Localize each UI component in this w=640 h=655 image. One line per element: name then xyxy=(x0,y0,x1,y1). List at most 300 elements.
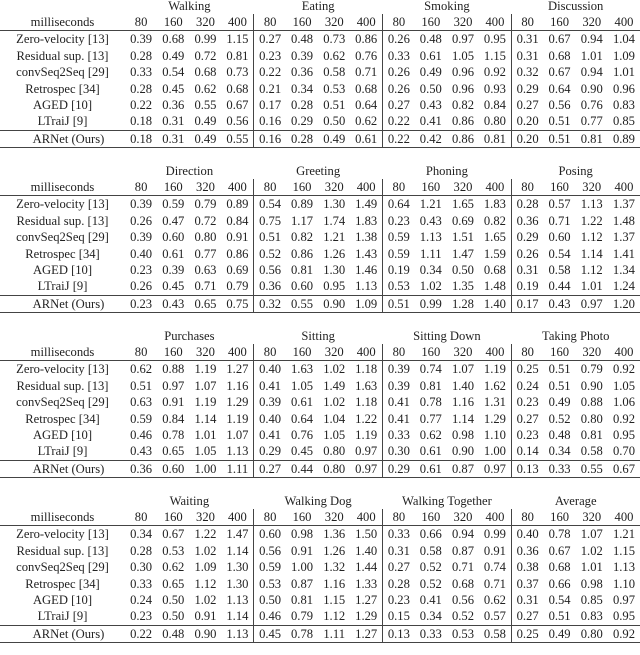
horizon-header-row xyxy=(0,344,640,361)
value-cell: 1.47 xyxy=(226,527,249,542)
value-cell: 0.81 xyxy=(226,48,249,63)
milliseconds-label: milliseconds xyxy=(0,14,125,31)
value-cell: 0.24 xyxy=(511,378,543,394)
value-cell: 0.65 xyxy=(162,444,185,459)
horizon-header: 320 xyxy=(447,509,479,526)
value-cell: 0.39 xyxy=(130,230,153,245)
horizon-header: 80 xyxy=(125,14,157,31)
activity-header: Taking Photo xyxy=(542,329,610,343)
value-cell: 0.74 xyxy=(483,560,506,575)
value-cell: 0.80 xyxy=(580,411,603,426)
value-cell: 1.29 xyxy=(483,411,506,426)
best-value-cell: 0.76 xyxy=(580,98,603,113)
value-cell: 0.96 xyxy=(451,81,475,96)
value-cell: 0.53 xyxy=(254,576,286,592)
method-name: convSeq2Seq [29] xyxy=(16,230,109,245)
value-cell: 0.43 xyxy=(130,444,153,459)
value-cell: 1.02 xyxy=(580,543,603,558)
value-cell: 0.86 xyxy=(451,114,475,129)
value-cell: 0.40 xyxy=(130,246,153,261)
method-name: LTraiJ [9] xyxy=(37,279,88,294)
value-cell: 0.28 xyxy=(130,48,153,63)
table-row xyxy=(0,48,640,64)
method-name: ARNet (Ours) xyxy=(0,625,125,642)
value-cell: 0.89 xyxy=(291,197,314,212)
value-cell: 0.23 xyxy=(511,427,543,443)
value-cell: 0.41 xyxy=(254,427,286,443)
value-cell: 0.60 xyxy=(162,230,185,245)
value-cell: 0.19 xyxy=(511,278,543,295)
activity-header: Walking Together xyxy=(401,494,492,508)
value-cell: 0.50 xyxy=(254,592,286,608)
activity-header: Sitting Down xyxy=(413,329,481,343)
value-cell: 1.44 xyxy=(355,560,378,575)
horizon-header: 160 xyxy=(415,179,447,196)
ours-row xyxy=(0,625,640,642)
value-cell: 0.75 xyxy=(222,295,254,312)
horizon-header: 320 xyxy=(318,344,350,361)
horizon-header: 160 xyxy=(286,179,318,196)
method-name: convSeq2Seq [29] xyxy=(16,65,109,80)
value-cell: 0.62 xyxy=(323,48,346,63)
value-cell: 1.26 xyxy=(323,543,346,558)
table-row xyxy=(0,526,640,543)
value-cell: 0.61 xyxy=(291,395,314,410)
best-value-cell: 1.20 xyxy=(608,295,640,312)
value-cell: 0.86 xyxy=(226,246,249,261)
table-row xyxy=(0,213,640,229)
value-cell: 0.17 xyxy=(254,97,286,113)
best-value-cell: 0.60 xyxy=(157,460,189,477)
activity-header: Walking Dog xyxy=(284,494,352,508)
value-cell: 1.50 xyxy=(355,527,378,542)
value-cell: 0.26 xyxy=(383,64,415,80)
value-cell: 1.05 xyxy=(323,428,346,443)
value-cell: 0.78 xyxy=(548,527,571,542)
value-cell: 1.12 xyxy=(580,263,603,278)
value-cell: 0.81 xyxy=(479,130,511,147)
table-block-4 xyxy=(0,493,640,643)
blank-cell xyxy=(0,163,125,179)
best-value-cell: 0.32 xyxy=(254,295,286,312)
horizon-header: 80 xyxy=(125,509,157,526)
activity-header: Posing xyxy=(558,164,593,178)
value-cell: 0.50 xyxy=(162,609,185,624)
horizon-header: 160 xyxy=(157,509,189,526)
horizon-header: 400 xyxy=(479,509,511,526)
value-cell: 0.40 xyxy=(511,526,543,543)
value-cell: 1.14 xyxy=(194,411,217,426)
value-cell: 0.71 xyxy=(194,279,217,294)
value-cell: 1.15 xyxy=(323,593,346,608)
value-cell: 1.07 xyxy=(451,362,475,377)
value-cell: 1.06 xyxy=(612,395,635,410)
value-cell: 0.99 xyxy=(483,527,506,542)
value-cell: 1.31 xyxy=(483,395,506,410)
horizon-header: 400 xyxy=(350,14,382,31)
horizon-header: 400 xyxy=(608,14,640,31)
value-cell: 0.83 xyxy=(580,609,603,624)
value-cell: 0.84 xyxy=(162,411,185,426)
value-cell: 1.02 xyxy=(194,593,217,608)
value-cell: 0.59 xyxy=(383,229,415,245)
horizon-header-row xyxy=(0,509,640,526)
value-cell: 0.38 xyxy=(511,559,543,575)
best-value-cell: 0.67 xyxy=(608,460,640,477)
value-cell: 0.62 xyxy=(483,593,506,608)
value-cell: 0.85 xyxy=(612,114,635,129)
value-cell: 0.43 xyxy=(419,98,442,113)
value-cell: 0.66 xyxy=(548,576,571,591)
value-cell: 0.39 xyxy=(254,394,286,410)
horizon-header: 160 xyxy=(157,344,189,361)
activity-header-row xyxy=(0,328,640,344)
method-name: Retrospec [34] xyxy=(25,576,100,591)
value-cell: 0.63 xyxy=(130,395,153,410)
value-cell: 0.84 xyxy=(226,213,249,228)
value-cell: 0.91 xyxy=(162,395,185,410)
value-cell: 1.12 xyxy=(194,576,217,591)
best-value-cell: 0.22 xyxy=(383,113,415,130)
value-cell: 0.67 xyxy=(548,65,571,80)
value-cell: 0.26 xyxy=(130,213,153,228)
value-cell: 0.53 xyxy=(383,278,415,295)
value-cell: 0.94 xyxy=(580,32,603,47)
results-table xyxy=(0,0,640,148)
table-row xyxy=(0,229,640,245)
table-row xyxy=(0,361,640,378)
method-name: Residual sup. [13] xyxy=(16,213,109,228)
best-value-cell: 0.57 xyxy=(483,609,506,624)
activity-header: Discussion xyxy=(548,0,604,13)
horizon-header: 80 xyxy=(254,179,286,196)
horizon-header-row xyxy=(0,14,640,31)
value-cell: 0.37 xyxy=(511,576,543,592)
value-cell: 0.61 xyxy=(162,246,185,261)
value-cell: 0.33 xyxy=(383,427,415,443)
value-cell: 0.53 xyxy=(447,625,479,642)
best-value-cell: 1.11 xyxy=(318,625,350,642)
value-cell: 0.53 xyxy=(162,543,185,558)
value-cell: 0.51 xyxy=(548,378,571,393)
value-cell: 1.21 xyxy=(323,230,346,245)
value-cell: 1.38 xyxy=(355,230,378,245)
value-cell: 1.29 xyxy=(355,609,378,624)
horizon-header: 80 xyxy=(383,14,415,31)
activity-header: Sitting xyxy=(301,329,335,343)
value-cell: 1.37 xyxy=(612,230,635,245)
value-cell: 0.94 xyxy=(580,65,603,80)
value-cell: 1.43 xyxy=(355,246,378,261)
value-cell: 1.07 xyxy=(194,378,217,393)
value-cell: 0.91 xyxy=(291,543,314,558)
horizon-header: 400 xyxy=(479,179,511,196)
method-name: Residual sup. [13] xyxy=(16,378,109,393)
value-cell: 0.60 xyxy=(291,279,314,294)
value-cell: 0.89 xyxy=(226,197,249,212)
value-cell: 1.40 xyxy=(355,543,378,558)
best-value-cell: 0.49 xyxy=(189,130,221,147)
value-cell: 1.35 xyxy=(451,279,474,294)
value-cell: 0.60 xyxy=(548,230,571,245)
value-cell: 1.18 xyxy=(355,362,378,377)
best-value-cell: 0.34 xyxy=(419,263,442,278)
value-cell: 0.23 xyxy=(511,394,543,410)
value-cell: 1.63 xyxy=(355,378,378,393)
value-cell: 1.65 xyxy=(483,230,506,245)
horizon-header: 80 xyxy=(383,509,415,526)
best-value-cell: 0.17 xyxy=(511,295,543,312)
value-cell: 0.91 xyxy=(483,543,506,558)
best-value-cell: 0.61 xyxy=(419,444,442,459)
horizon-header: 400 xyxy=(222,14,254,31)
value-cell: 0.88 xyxy=(162,362,185,377)
value-cell: 0.90 xyxy=(580,81,603,96)
value-cell: 1.62 xyxy=(483,378,506,393)
value-cell: 0.45 xyxy=(162,279,185,294)
horizon-header: 400 xyxy=(222,344,254,361)
horizon-header: 160 xyxy=(286,14,318,31)
best-value-cell: 0.55 xyxy=(286,295,318,312)
horizon-header: 160 xyxy=(415,509,447,526)
value-cell: 0.51 xyxy=(254,229,286,245)
method-name: AGED [10] xyxy=(32,263,93,278)
horizon-header: 80 xyxy=(511,509,543,526)
value-cell: 1.14 xyxy=(226,609,249,624)
horizon-header: 400 xyxy=(608,344,640,361)
method-name: Retrospec [34] xyxy=(25,246,100,261)
value-cell: 0.64 xyxy=(291,411,314,426)
value-cell: 0.32 xyxy=(511,64,543,80)
value-cell: 1.48 xyxy=(612,213,635,228)
value-cell: 0.51 xyxy=(548,362,571,377)
value-cell: 0.27 xyxy=(254,31,286,48)
value-cell: 0.86 xyxy=(291,246,314,261)
value-cell: 0.64 xyxy=(355,98,378,113)
value-cell: 0.72 xyxy=(194,213,217,228)
best-value-cell: 0.49 xyxy=(318,130,350,147)
value-cell: 0.52 xyxy=(419,576,442,591)
value-cell: 0.93 xyxy=(483,81,506,96)
horizon-header: 320 xyxy=(318,14,350,31)
value-cell: 1.19 xyxy=(194,395,217,410)
value-cell: 0.92 xyxy=(483,65,506,80)
method-name: Retrospec [34] xyxy=(25,411,100,426)
value-cell: 0.36 xyxy=(291,65,314,80)
blank-cell xyxy=(0,0,125,14)
best-value-cell: 0.50 xyxy=(451,263,474,278)
horizon-header: 320 xyxy=(189,344,221,361)
value-cell: 0.62 xyxy=(419,428,442,443)
value-cell: 1.02 xyxy=(323,362,346,377)
value-cell: 0.43 xyxy=(157,295,189,312)
value-cell: 0.68 xyxy=(355,81,378,96)
horizon-header: 160 xyxy=(543,179,575,196)
value-cell: 1.10 xyxy=(483,428,506,443)
method-name: ARNet (Ours) xyxy=(0,295,125,312)
table-row xyxy=(0,64,640,80)
value-cell: 0.27 xyxy=(383,559,415,575)
value-cell: 0.41 xyxy=(383,411,415,427)
value-cell: 0.39 xyxy=(130,32,153,47)
value-cell: 0.52 xyxy=(254,246,286,262)
activity-header: Phoning xyxy=(425,164,468,178)
value-cell: 1.74 xyxy=(323,213,346,228)
value-cell: 0.99 xyxy=(415,295,447,312)
value-cell: 0.48 xyxy=(548,428,571,443)
value-cell: 1.12 xyxy=(323,609,346,624)
value-cell: 0.31 xyxy=(511,262,543,278)
value-cell: 1.16 xyxy=(226,378,249,393)
value-cell: 0.69 xyxy=(451,213,474,228)
value-cell: 0.22 xyxy=(130,98,153,113)
method-name: Retrospec [34] xyxy=(25,81,100,96)
value-cell: 0.31 xyxy=(511,592,543,608)
value-cell: 1.09 xyxy=(612,48,635,63)
value-cell: 0.15 xyxy=(383,608,415,625)
horizon-header: 160 xyxy=(544,509,576,526)
table-row xyxy=(0,427,640,443)
value-cell: 0.52 xyxy=(548,411,571,426)
activity-header: Waiting xyxy=(169,494,210,508)
value-cell: 1.14 xyxy=(226,543,249,558)
best-value-cell: 0.20 xyxy=(511,130,543,147)
horizon-header: 320 xyxy=(447,179,479,196)
value-cell: 0.48 xyxy=(291,32,314,47)
value-cell: 1.18 xyxy=(355,395,378,410)
value-cell: 1.21 xyxy=(612,527,635,542)
value-cell: 0.58 xyxy=(419,543,442,558)
table-row xyxy=(0,262,640,278)
value-cell: 1.19 xyxy=(483,362,506,377)
horizon-header: 160 xyxy=(415,14,447,31)
value-cell: 0.81 xyxy=(576,130,608,147)
value-cell: 0.86 xyxy=(355,32,378,47)
table-row xyxy=(0,576,640,592)
value-cell: 0.41 xyxy=(419,593,442,608)
best-value-cell: 0.48 xyxy=(157,625,189,642)
value-cell: 0.96 xyxy=(612,81,635,96)
value-cell: 0.73 xyxy=(323,32,346,47)
value-cell: 0.27 xyxy=(511,411,543,427)
value-cell: 0.86 xyxy=(447,130,479,147)
value-cell: 0.36 xyxy=(511,213,543,229)
value-cell: 1.05 xyxy=(194,444,217,459)
horizon-header: 80 xyxy=(383,179,415,196)
horizon-header: 160 xyxy=(544,344,576,361)
best-value-cell: 1.07 xyxy=(226,428,249,443)
value-cell: 0.68 xyxy=(194,65,217,80)
value-cell: 0.33 xyxy=(130,576,153,591)
value-cell: 0.23 xyxy=(383,592,415,608)
best-value-cell: 0.18 xyxy=(125,130,157,147)
value-cell: 0.28 xyxy=(383,576,415,592)
value-cell: 0.28 xyxy=(130,81,153,96)
value-cell: 0.68 xyxy=(162,32,185,47)
value-cell: 0.65 xyxy=(189,295,221,312)
value-cell: 0.70 xyxy=(612,444,635,459)
horizon-header: 400 xyxy=(350,509,382,526)
value-cell: 1.36 xyxy=(323,527,346,542)
best-value-cell: 0.25 xyxy=(511,625,543,642)
horizon-header: 160 xyxy=(286,509,318,526)
activity-header-row xyxy=(0,163,640,179)
value-cell: 1.02 xyxy=(419,279,442,294)
value-cell: 0.34 xyxy=(548,444,571,459)
horizon-header: 400 xyxy=(608,179,640,196)
value-cell: 0.54 xyxy=(254,196,286,213)
value-cell: 0.64 xyxy=(383,196,415,213)
value-cell: 0.81 xyxy=(291,263,314,278)
value-cell: 0.40 xyxy=(254,411,286,427)
table-row xyxy=(0,608,640,625)
value-cell: 0.39 xyxy=(383,378,415,394)
value-cell: 0.21 xyxy=(254,81,286,97)
milliseconds-label: milliseconds xyxy=(0,509,125,526)
best-value-cell: 0.44 xyxy=(286,460,318,477)
value-cell: 0.97 xyxy=(162,378,185,393)
horizon-header: 400 xyxy=(222,179,254,196)
method-name: Zero-velocity [13] xyxy=(16,362,109,377)
horizon-header: 80 xyxy=(254,344,286,361)
value-cell: 0.50 xyxy=(162,593,185,608)
value-cell: 1.30 xyxy=(226,560,249,575)
best-value-cell: 0.33 xyxy=(544,460,576,477)
value-cell: 0.84 xyxy=(483,98,506,113)
horizon-header: 400 xyxy=(222,509,254,526)
value-cell: 1.12 xyxy=(580,230,603,245)
best-value-cell: 1.27 xyxy=(355,593,378,608)
value-cell: 0.71 xyxy=(483,576,506,591)
value-cell: 1.05 xyxy=(451,48,475,63)
horizon-header: 320 xyxy=(189,179,221,196)
value-cell: 0.68 xyxy=(226,81,249,96)
value-cell: 0.36 xyxy=(162,98,185,113)
value-cell: 0.26 xyxy=(383,81,415,97)
value-cell: 1.40 xyxy=(451,378,475,393)
value-cell: 0.56 xyxy=(451,593,474,608)
value-cell: 0.77 xyxy=(580,114,603,129)
activity-header: Greeting xyxy=(296,164,341,178)
best-value-cell: 0.92 xyxy=(608,625,640,642)
value-cell: 0.27 xyxy=(383,97,415,113)
best-value-cell: 0.13 xyxy=(511,460,543,477)
horizon-header: 320 xyxy=(447,344,479,361)
value-cell: 0.58 xyxy=(479,625,511,642)
activity-header-row xyxy=(0,0,640,14)
value-cell: 1.47 xyxy=(451,246,474,261)
value-cell: 0.56 xyxy=(254,262,286,278)
value-cell: 1.49 xyxy=(355,197,378,212)
horizon-header: 160 xyxy=(415,344,447,361)
value-cell: 0.98 xyxy=(580,576,603,591)
value-cell: 0.78 xyxy=(162,428,185,443)
value-cell: 1.01 xyxy=(194,428,217,443)
value-cell: 0.85 xyxy=(580,593,603,608)
value-cell: 0.50 xyxy=(419,81,442,96)
method-name: LTraiJ [9] xyxy=(37,444,88,459)
best-value-cell: 0.97 xyxy=(576,295,608,312)
best-value-cell: 0.23 xyxy=(130,263,153,278)
table-block-1 xyxy=(0,0,640,148)
value-cell: 0.31 xyxy=(511,31,543,48)
best-value-cell: 0.31 xyxy=(157,130,189,147)
blank-cell xyxy=(0,493,125,509)
best-value-cell: 0.20 xyxy=(511,113,543,130)
best-value-cell: 0.61 xyxy=(415,460,447,477)
best-value-cell: 1.00 xyxy=(189,460,221,477)
value-cell: 1.48 xyxy=(483,279,506,294)
